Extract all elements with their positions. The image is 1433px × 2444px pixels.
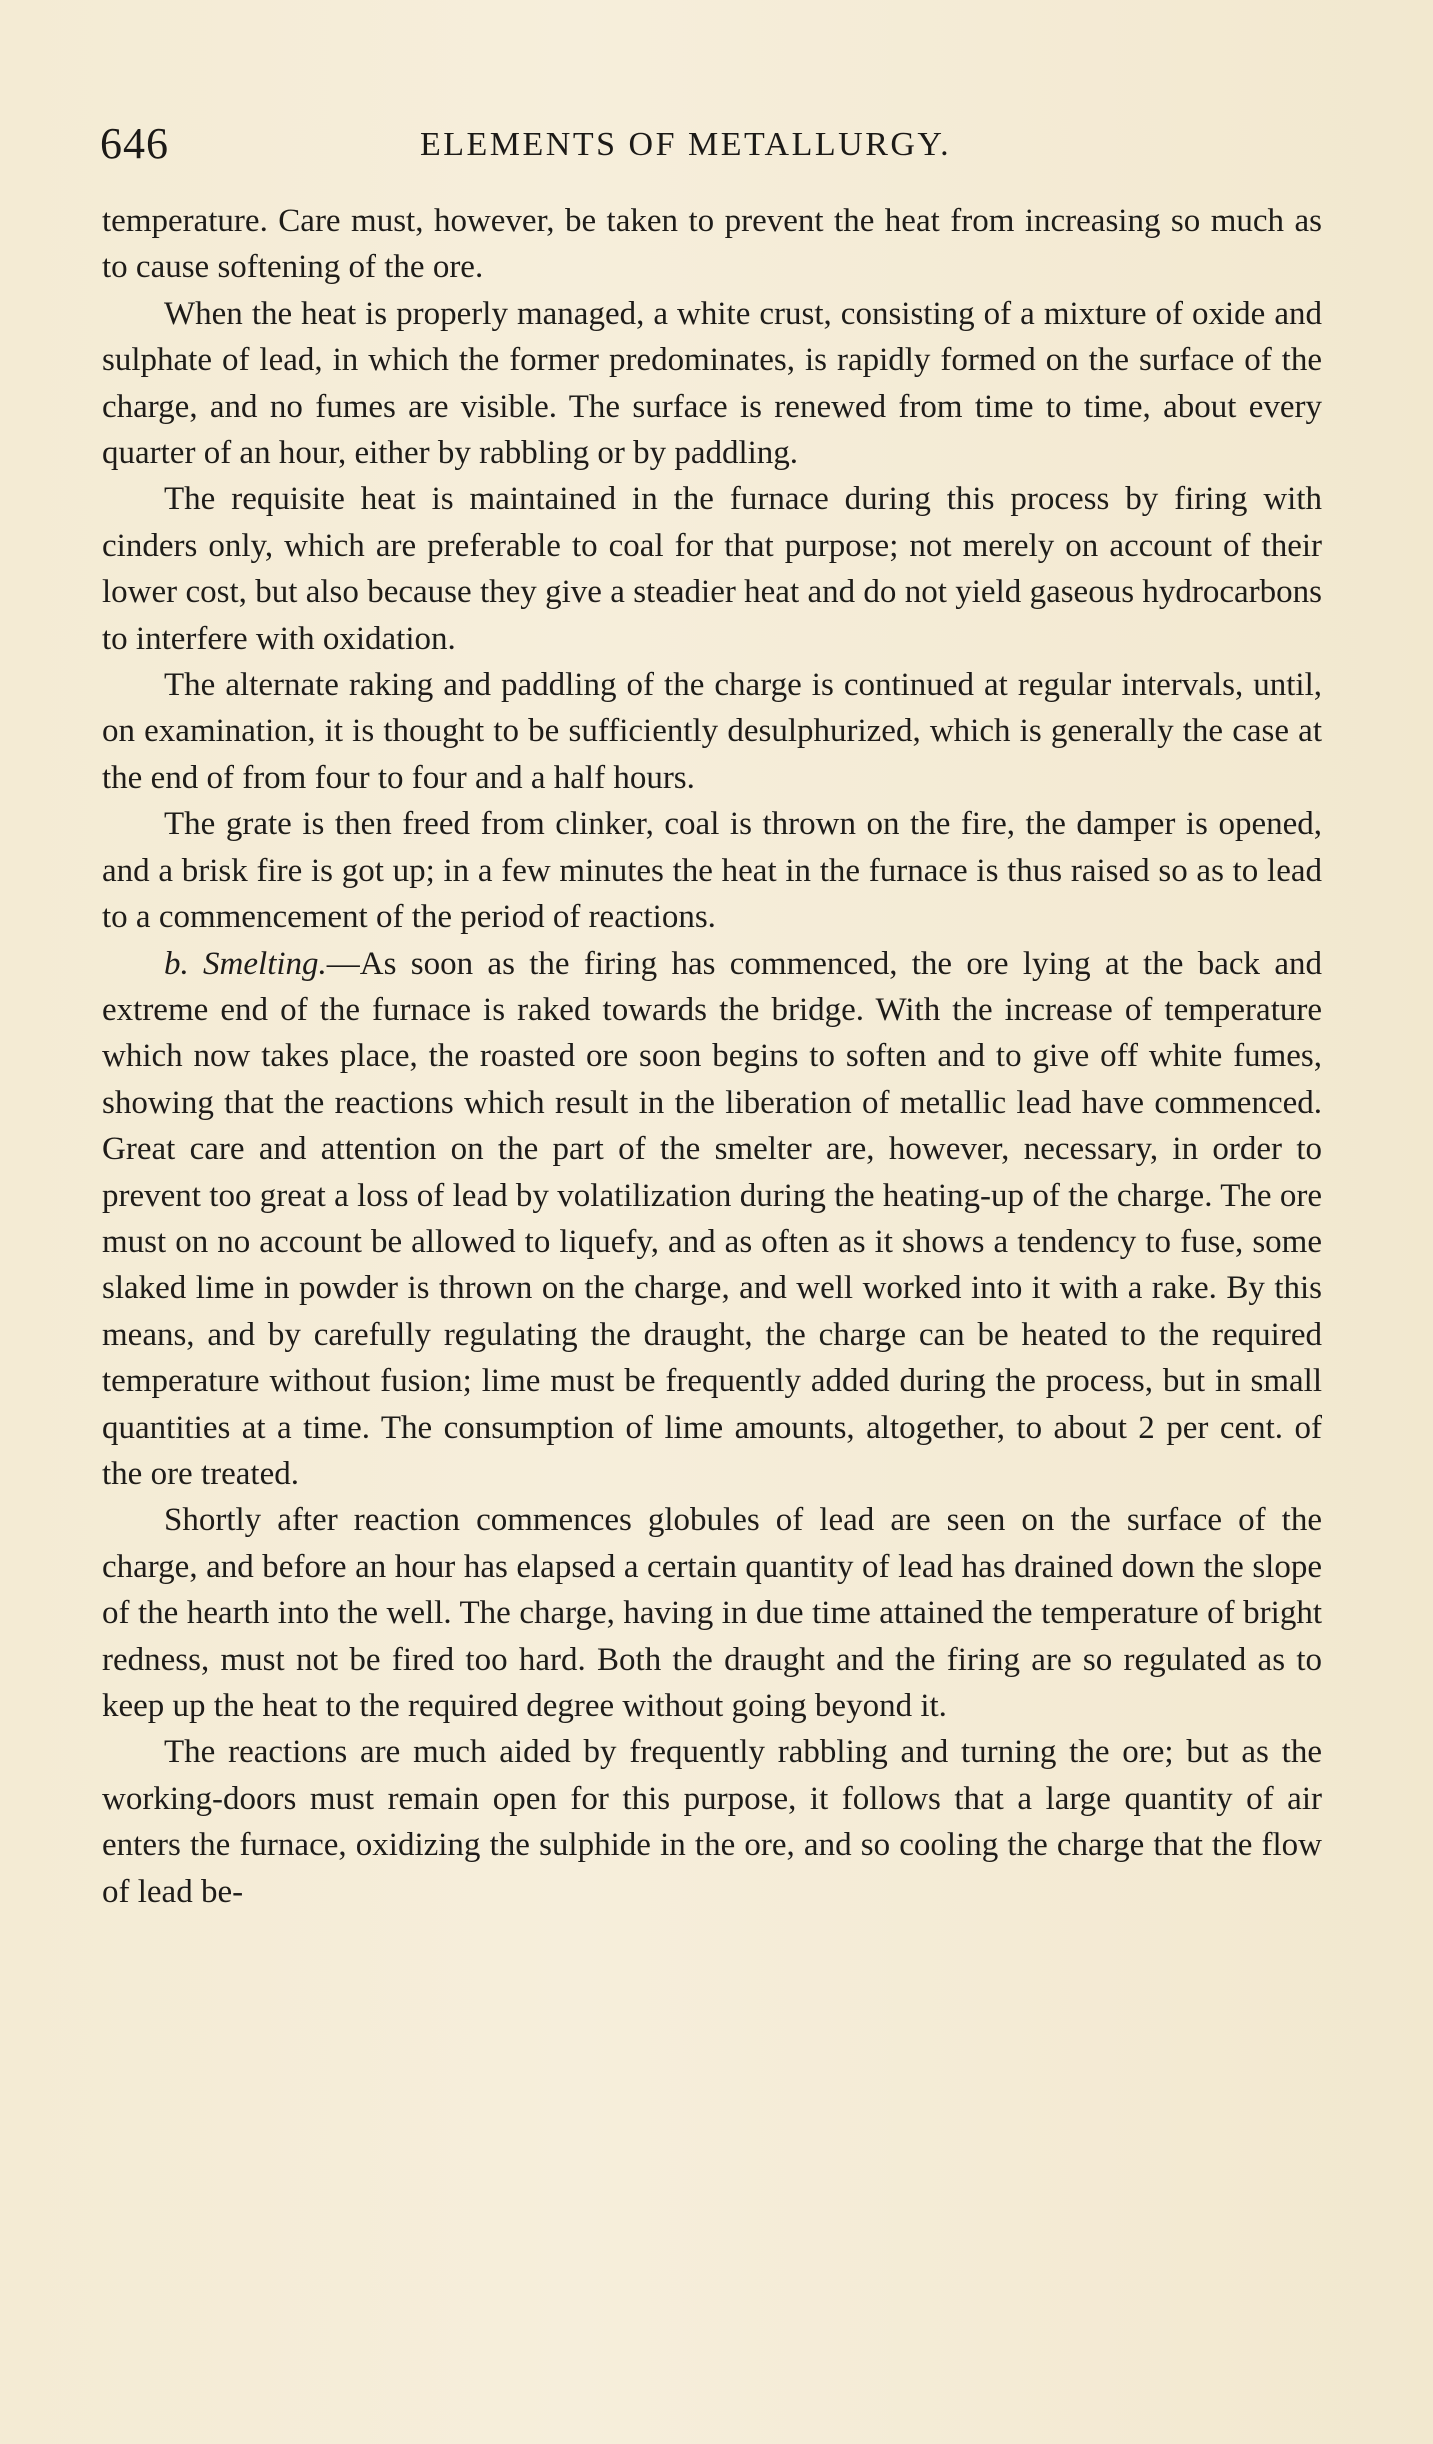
paragraph-temperature: temperature. Care must, however, be taken to prevent the heat from increasing so much as to cause softening of the ore. (102, 203, 1322, 286)
smelting-text: —As soon as the firing has commenced, the ore lying at the back and extreme end of the furnace is raked towards the bridge. With the increase of temperature which now takes place, the roasted ore soon begins to soften and to give off white fumes, showing that the reactions which result in the liberation of metallic lead have commenced. Great care and attention on the part of the smelter are, however, necessary, in order to prevent too great a loss of lead by volatilization during the heating-up of the charge. The ore must on no account be allowed to liquefy, and as often as it shows a tendency to fuse, some slaked lime in powder is thrown on the charge, and well worked into it with a rake. By this means, and by carefully regulating the draught, the charge can be heated to the required temperature without fusion; lime must be frequently added during the process, but in small quantities at a time. The consumption of lime amounts, altogether, to about 2 per cent. of the ore treated. (102, 945, 1322, 1492)
running-head: ELEMENTS OF METALLURGY. (420, 126, 952, 163)
paragraph-grate-freed: The grate is then freed from clinker, coal is thrown on the fire, the damper is opened, and a brisk fire is got up; in a few minutes the heat in the furnace is thus raised so as to lead to a commencement of the period of reactions. (102, 806, 1322, 936)
paragraph-heat-managed: When the heat is properly managed, a white crust, consisting of a mixture of oxide and sulphate of lead, in which the former predominates, is rapidly formed on the surface of the charge, and no fumes are visible. The surface is renewed from time to time, about every quarter of an hour, either by rabbling or by paddling. (102, 295, 1322, 472)
paragraph-requisite-heat: The requisite heat is maintained in the furnace during this process by firing with cinders only, which are preferable to coal for that purpose; not merely on account of their lower cost, but also because they give a steadier heat and do not yield gaseous hydrocarbons to interfere with oxidation. (102, 481, 1322, 657)
paragraph-globules: Shortly after reaction commences globules of lead are seen on the surface of the charge, and before an hour has elapsed a certain quantity of lead has drained down the slope of the hearth into the well. The charge, having in due time attained the temperature of bright redness, must not be fired too hard. Both the draught and the firing are so regulated as to keep up the heat to the required degree without going beyond it. (102, 1502, 1322, 1724)
paragraph-smelting (102, 941, 1322, 1498)
paragraph-raking-paddling: The alternate raking and paddling of the charge is continued at regular intervals, until, on examination, it is thought to be sufficiently desulphurized, which is generally the case at the end of from four to four and a half hours. (102, 667, 1322, 796)
page-header (100, 118, 1330, 178)
smelting-heading: b. Smelting. (164, 945, 327, 982)
body-text (102, 198, 1322, 1915)
paragraph-reactions: The reactions are much aided by frequently rabbling and turning the ore; but as the working-doors must remain open for this purpose, it follows that a large quantity of air enters the furnace, oxidizing the sulphide in the ore, and so cooling the charge that the flow of lead be- (102, 1734, 1322, 1910)
page-number: 646 (100, 119, 169, 168)
